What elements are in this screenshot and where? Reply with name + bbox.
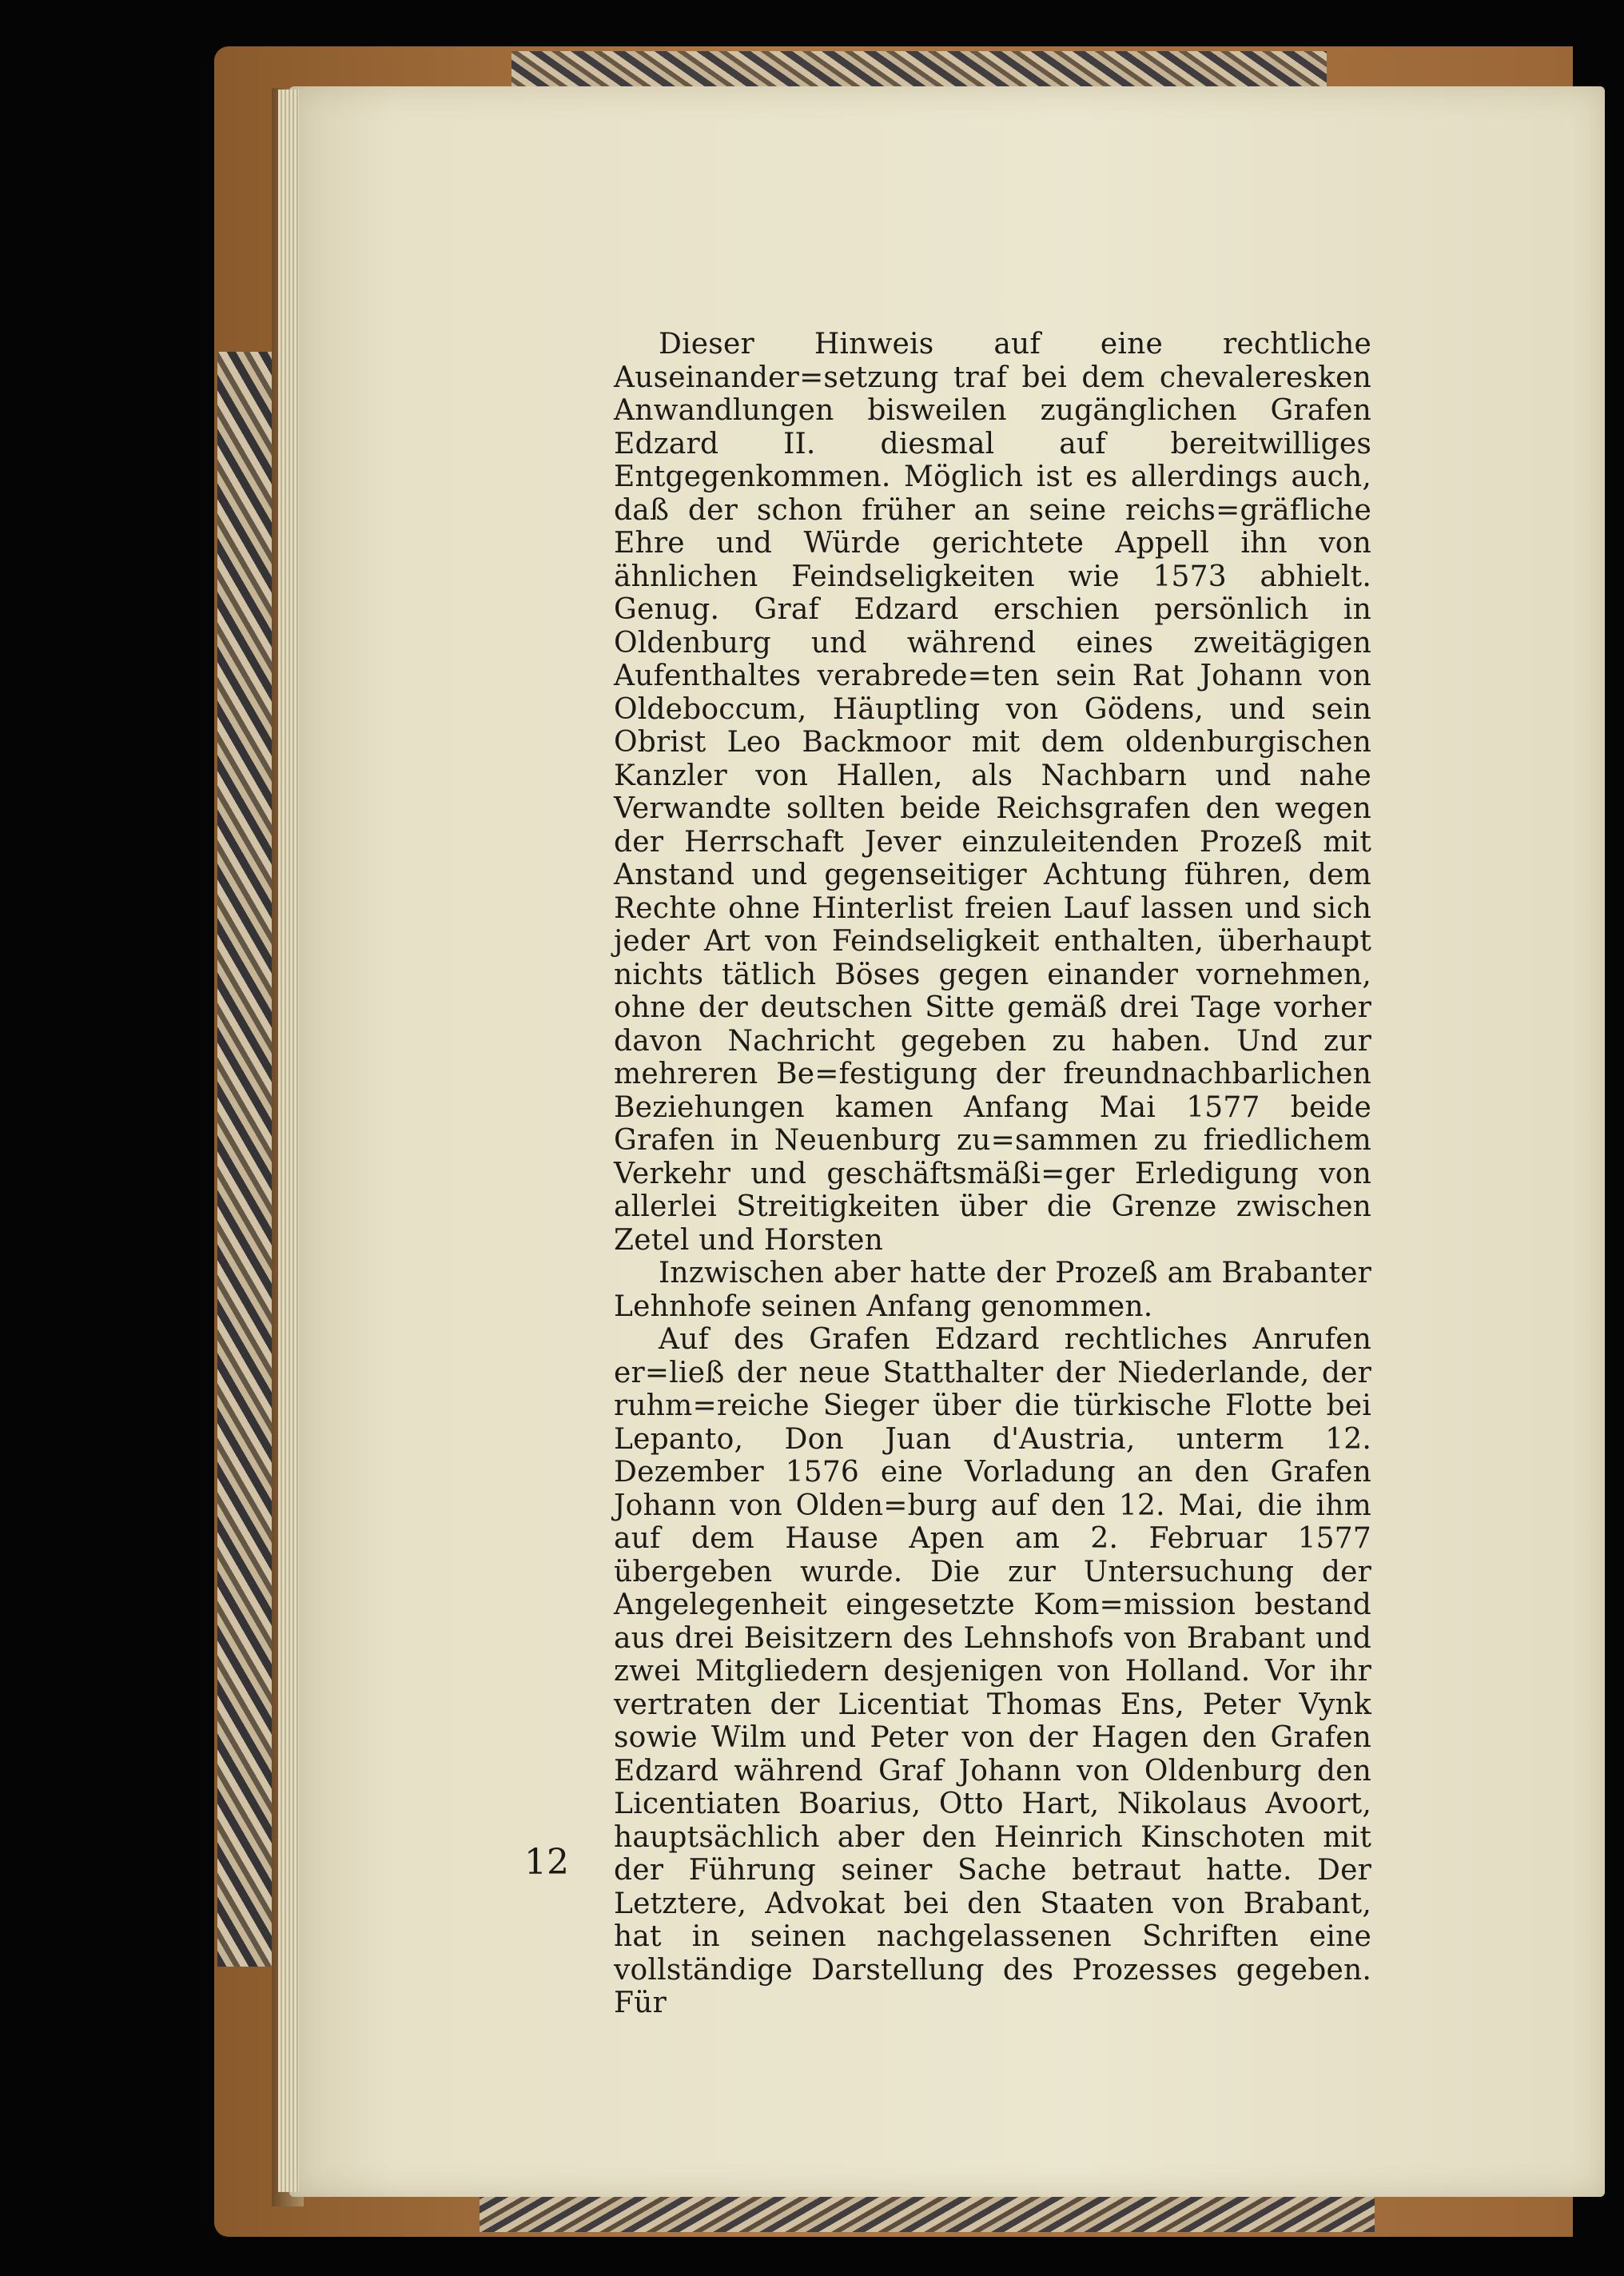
marbled-endpaper-bottom [480, 2197, 1375, 2232]
paragraph-3: Auf des Grafen Edzard rechtliches Anrufen er=ließ der neue Statthalter der Niederlande, der ruhm=reiche Sieger über die türkische Flotte bei Lepanto, Don Juan d'Austria, unterm 12. Dezember 1576 eine Vorladung an den Grafen Johann von Olden=burg auf den 12. Mai, die ihm auf dem Hause Apen am 2. Februar 1577 übergeben wurde. Die zur Untersuchung der Angelegenheit eingesetzte Kom=mission bestand aus drei Beisitzern des Lehnshofs von Brabant und zwei Mitgliedern desjenigen von Holland. Vor ihr vertraten der Licentiat Thomas Ens, Peter Vynk sowie Wilm und Peter von der Hagen den Grafen Edzard während Graf Johann von Oldenburg den Licentiaten Boarius, Otto Hart, Nikolaus Avoort, hauptsächlich aber den Heinrich Kinschoten mit der Führung seiner Sache betraut hatte. Der Letztere, Advokat bei den Staaten von Brabant, hat in seinen nachgelassenen Schriften eine vollständige Darstellung des Prozesses gegeben. Für [614, 1323, 1371, 2019]
page-number: 12 [524, 1842, 569, 1883]
page-stack-edge [278, 90, 299, 2192]
paragraph-2: Inzwischen aber hatte der Prozeß am Brabanter Lehnhofe seinen Anfang genommen. [614, 1257, 1371, 1323]
marbled-endpaper-left [217, 352, 273, 1967]
body-text [614, 328, 1371, 2020]
paragraph-1: Dieser Hinweis auf eine rechtliche Auseinander=setzung traf bei dem chevaleresken Anwandlungen bisweilen zugänglichen Grafen Edzard II. diesmal auf bereitwilliges Entgegenkommen. Möglich ist es allerdings auch, daß der schon früher an seine reichs=gräfliche Ehre und Würde gerichtete Appell ihn von ähnlichen Feindseligkeiten wie 1573 abhielt. Genug. Graf Edzard erschien persönlich in Oldenburg und während eines zweitägigen Aufenthaltes verabrede=ten sein Rat Johann von Oldeboccum, Häuptling von Gödens, und sein Obrist Leo Backmoor mit dem oldenburgischen Kanzler von Hallen, als Nachbarn und nahe Verwandte sollten beide Reichsgrafen den wegen der Herrschaft Jever einzuleitenden Prozeß mit Anstand und gegenseitiger Achtung führen, dem Rechte ohne Hinterlist freien Lauf lassen und sich jeder Art von Feindseligkeit enthalten, überhaupt nichts tätlich Böses gegen einander vornehmen, ohne der deutschen Sitte gemäß drei Tage vorher davon Nachricht gegeben zu haben. Und zur mehreren Be=festigung der freundnachbarlichen Beziehungen kamen Anfang Mai 1577 beide Grafen in Neuenburg zu=sammen zu friedlichem Verkehr und geschäftsmäßi=ger Erledigung von allerlei Streitigkeiten über die Grenze zwischen Zetel und Horsten [614, 328, 1371, 1257]
